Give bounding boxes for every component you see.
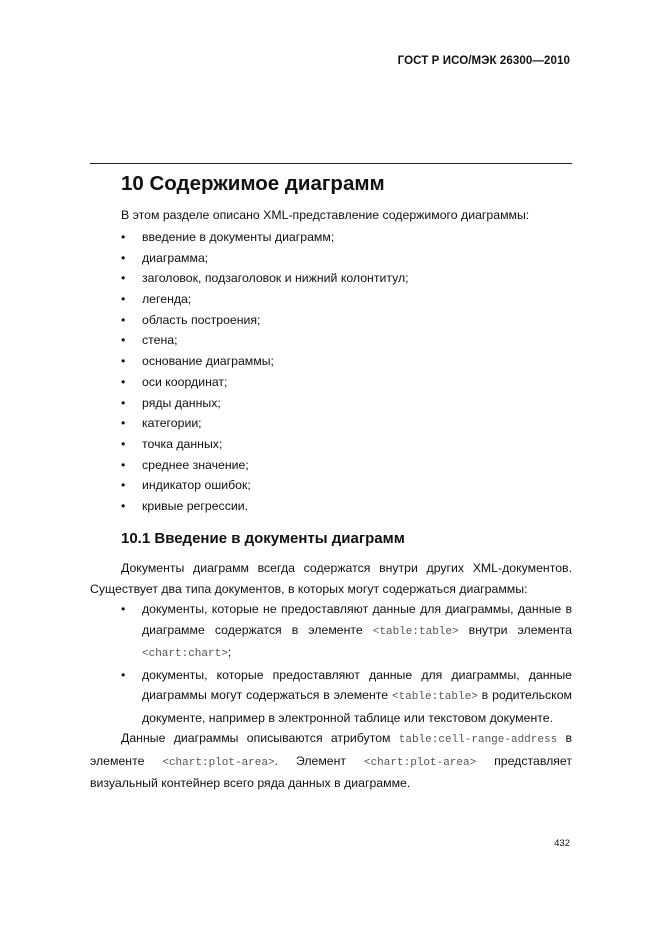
list-item: • оси координат; xyxy=(121,372,409,393)
code-table-element: <table:table> xyxy=(372,625,459,638)
document-types-list xyxy=(90,599,572,728)
bullet-icon: • xyxy=(121,271,126,286)
list-item: • индикатор ошибок; xyxy=(121,475,409,496)
code-cell-range-attribute: table:cell-range-address xyxy=(398,734,558,746)
bullet-icon: • xyxy=(121,250,126,265)
section-divider xyxy=(90,163,572,164)
list-item: • стена; xyxy=(121,330,409,351)
list-item: • введение в документы диаграмм; xyxy=(121,227,409,248)
list-item: • документы, которые не предоставляют данные для диаграммы, данные в диаграмме содержатся в элементе <table:table> внутри элемента <chart:chart>; xyxy=(90,599,572,665)
bullet-icon: • xyxy=(121,374,126,389)
list-item: • легенда; xyxy=(121,289,409,310)
code-plot-area-element: <chart:plot-area> xyxy=(162,756,275,769)
bullet-icon: • xyxy=(121,602,126,616)
document-header: ГОСТ Р ИСО/МЭК 26300—2010 xyxy=(397,55,570,67)
bullet-icon: • xyxy=(121,478,126,493)
bullet-icon: • xyxy=(121,667,126,682)
section-title: 10 Содержимое диаграмм xyxy=(121,172,385,195)
list-item: • категории; xyxy=(121,413,409,434)
subsection-body xyxy=(90,558,572,794)
list-item: • диаграмма; xyxy=(121,248,409,269)
list-item: • точка данных; xyxy=(121,434,409,455)
bullet-icon: • xyxy=(121,498,126,513)
section-contents-list xyxy=(121,227,409,517)
list-item: • заголовок, подзаголовок и нижний колонтитул; xyxy=(121,268,409,289)
code-table-element: <table:table> xyxy=(391,691,478,703)
list-item: • область построения; xyxy=(121,310,409,331)
section-intro: В этом разделе описано XML-представление содержимого диаграммы: xyxy=(121,208,530,222)
list-item: • кривые регрессии. xyxy=(121,496,409,517)
bullet-icon: • xyxy=(121,436,126,451)
bullet-icon: • xyxy=(121,292,126,307)
list-item: • основание диаграммы; xyxy=(121,351,409,372)
page-number: 432 xyxy=(554,838,570,849)
code-plot-area-element: <chart:plot-area> xyxy=(363,756,477,769)
bullet-icon: • xyxy=(121,230,126,244)
bullet-icon: • xyxy=(121,457,126,472)
bullet-icon: • xyxy=(121,395,126,410)
bullet-icon: • xyxy=(121,416,126,431)
list-item: • ряды данных; xyxy=(121,393,409,414)
list-item: • среднее значение; xyxy=(121,455,409,476)
bullet-icon: • xyxy=(121,354,126,369)
code-chart-element: <chart:chart> xyxy=(142,648,228,660)
bullet-icon: • xyxy=(121,312,126,327)
subsection-paragraph-2: Данные диаграммы описываются атрибутом table:cell-range-address в элементе <chart:plot-area>. Элемент <chart:plot-area> представляет визуальный контейнер всего ряда данных в диаграмме. xyxy=(90,731,573,790)
bullet-icon: • xyxy=(121,333,126,348)
subsection-paragraph-1: Документы диаграмм всегда содержатся внутри других XML-документов. Существует два типа документов, в которых могут содержаться диаграммы: xyxy=(90,561,572,596)
list-item: • документы, которые предоставляют данные для диаграммы, данные диаграммы могут содержаться в элементе <table:table> в родительском документе, например в электронной таблице или текстовом документе. xyxy=(90,665,572,729)
subsection-title: 10.1 Введение в документы диаграмм xyxy=(121,530,405,547)
